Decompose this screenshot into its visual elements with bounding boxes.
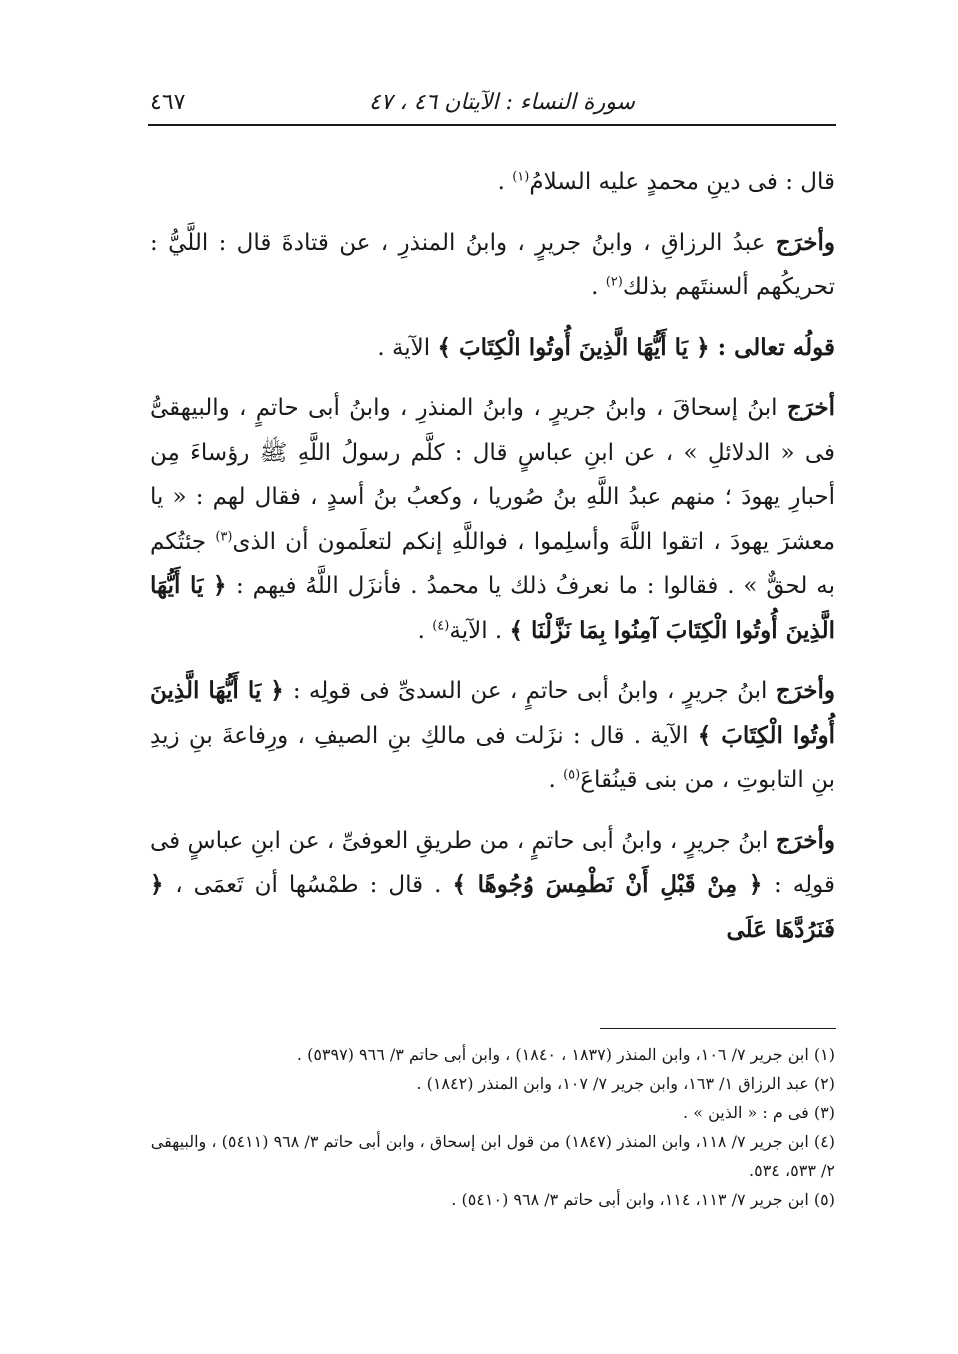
footnote-5: (٥) ابن جرير ٧/ ١١٣، ١١٤، وابن أبى حاتم ٣/ ٩٦٨ (٥٤١٠) . <box>451 1190 835 1209</box>
footnote-4: (٤) ابن جرير ٧/ ١١٨، وابن المنذر (١٨٤٧) من قول ابن إسحاق ، وابن أبى حاتم ٣/ ٩٦٨ (٥٤١١) ، والبيهقى ٢/ ٥٣٣، ٥٣٤. <box>150 1132 835 1180</box>
paragraph-lead: وأخرَج <box>775 677 835 704</box>
paragraph-text: عبدُ الرزاقِ ، وابنُ جريرٍ ، وابنُ المنذرِ ، عن قتادةَ قال : اللَّيُّ : تحريكُهم ألسنتَهم بذلك <box>150 229 835 300</box>
paragraph-4 <box>150 386 835 653</box>
footnote-2: (٢) عبد الرزاق ١/ ١٦٣، وابن جرير ٧/ ١٠٧، وابن المنذر (١٨٤٢) . <box>416 1074 835 1093</box>
quran-verse: ﴿ يَا أَيُّهَا الَّذِينَ أُوتُوا الْكِتَابَ آمِنُوا بِمَا نَزَّلْنَا ﴾ <box>150 572 835 644</box>
paragraph-text-2: . قال : طمْسُها أن تَعمَى ، <box>175 872 453 898</box>
paragraph-lead: وأخرَج <box>775 826 835 854</box>
paragraph-text-2: جئتُكم به لحقٌّ » . فقالوا : ما نعرفُ ذلك يا محمدُ . فأنزَل اللَّهُ فيهم : <box>150 528 835 599</box>
paragraph-end: . <box>591 274 606 300</box>
paragraph-6 <box>150 819 835 953</box>
paragraph-text: ابنُ جريرٍ ، وابنُ أبى حاتمٍ ، من طريقِ العوفىِّ ، عن ابنِ عباسٍ فى قولِه : <box>150 827 836 898</box>
footnote-1: (١) ابن جرير ٧/ ١٠٦، وابن المنذر (١٨٣٧ ، ١٨٤٠) ، وابن أبى حاتم ٣/ ٩٦٦ (٥٣٩٧) . <box>296 1045 835 1064</box>
footnote-ref: (١) <box>512 169 530 185</box>
footnote-ref: (٤) <box>432 617 450 633</box>
page-number: ٤٦٧ <box>150 90 186 115</box>
running-header <box>150 78 835 124</box>
footnote-ref: (٥) <box>563 767 581 783</box>
quran-verse: ﴿ يَا أَيُّهَا الَّذِينَ أُوتُوا الْكِتَابَ ﴾ <box>150 677 836 749</box>
paragraph-end: . <box>548 767 564 793</box>
quran-verse-2: ﴿ فَنَرُدَّهَا عَلَى <box>150 871 835 943</box>
paragraph-lead: وأخرَج <box>775 228 835 256</box>
body-text <box>150 160 835 968</box>
paragraph-text: ابنُ إسحاقَ ، وابنُ جريرٍ ، وابنُ المنذرِ ، وابنُ أبى حاتمٍ ، والبيهقىُّ فى « الدلائلِ » ، عن ابنِ عباسٍ قال : كلَّم رسولُ اللَّهِ ﷺ رؤساءَ مِن أحبارِ يهودَ ؛ منهم عبدُ اللَّهِ بنُ صُوريا ، وكعبُ بنُ أسدٍ ، فقال لهم : « يا معشرَ يهودَ ، اتقوا اللَّهَ وأسلِموا ، فواللَّهِ إنكم لتعلَمون أن الذى <box>150 395 836 555</box>
paragraph-lead: أخرَج <box>786 394 835 421</box>
header-rule <box>148 124 836 126</box>
paragraph-lead: قولُه تعالى : <box>717 333 835 361</box>
footnote-ref: (٢) <box>605 274 623 290</box>
header-title: سورة النساء : الآيتان ٤٦ ، ٤٧ <box>368 90 635 115</box>
paragraph-text: ابنُ جريرٍ ، وابنُ أبى حاتمٍ ، عن السدىِّ فى قولِه : <box>292 678 776 704</box>
paragraph-text: الآية . <box>377 334 438 361</box>
quran-verse: ﴿ مِنْ قَبْلِ أَنْ نَطْمِسَ وُجُوهًا ﴾ <box>452 871 775 898</box>
footnote-ref: (٣) <box>215 528 233 544</box>
paragraph-text-2: الآية . قال : نزَلت فى مالكِ بنِ الصيفِ ، ورِفاعةَ بنِ زيدِ بنِ التابوتِ ، من بنى قينُقاعَ <box>150 722 835 793</box>
paragraph-text: قال : فى دينِ محمدٍ عليه السلامُ <box>529 169 835 195</box>
paragraph-text-3: . الآية <box>449 617 510 644</box>
paragraph-5 <box>150 669 835 803</box>
footnote-rule <box>600 1028 836 1029</box>
paragraph-2 <box>150 221 835 310</box>
footnote-3: (٣) فى م : « الذين » . <box>683 1103 835 1122</box>
paragraph-1 <box>150 160 835 205</box>
quran-verse: ﴿ يَا أَيُّهَا الَّذِينَ أُوتُوا الْكِتَابَ ﴾ <box>437 333 718 361</box>
paragraph-3 <box>150 326 835 371</box>
paragraph-end: . <box>417 617 433 644</box>
footnotes <box>150 1040 835 1214</box>
paragraph-end: . <box>497 169 513 195</box>
